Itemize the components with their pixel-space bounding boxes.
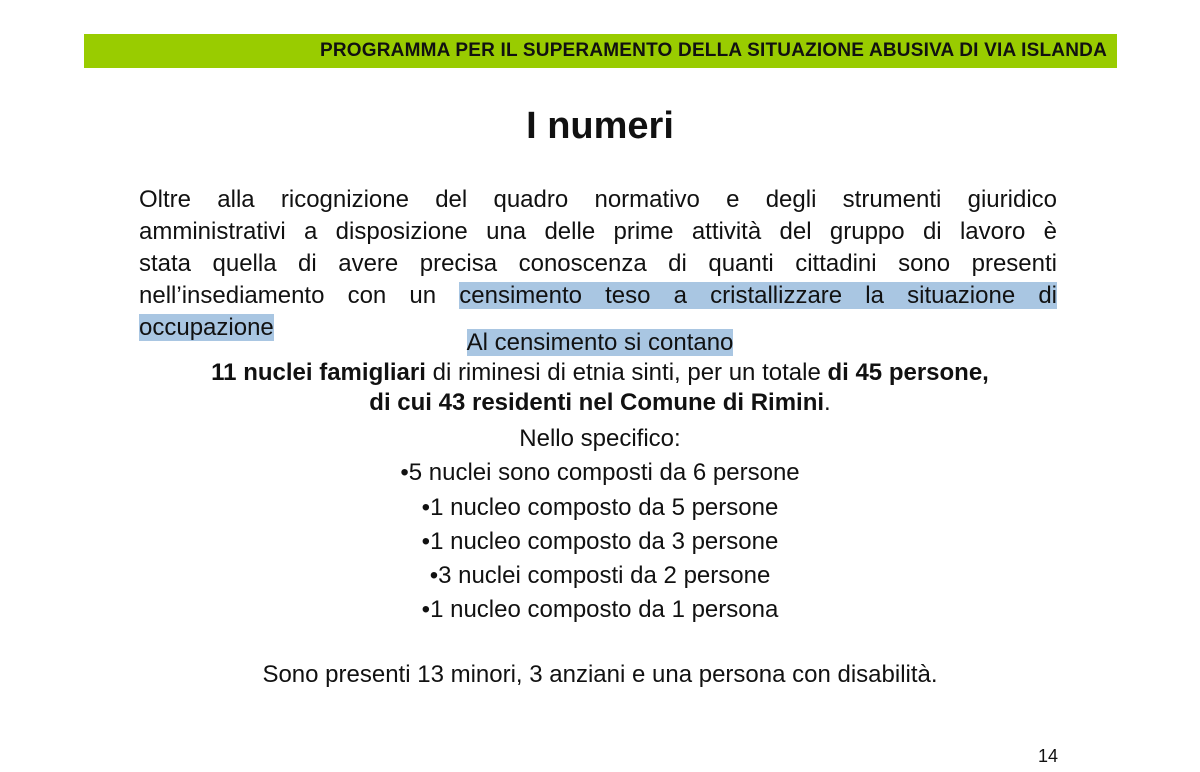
intro-line-1: Oltre alla ricognizione del quadro normativo e degli strumenti giuridico: [139, 186, 1057, 213]
list-item: •1 nucleo composto da 5 persone: [421, 493, 779, 521]
details-heading: Nello specifico:: [519, 425, 681, 452]
slide-title: I numeri: [526, 105, 674, 147]
census-heading-row: [0, 328, 1200, 358]
list-item: •5 nuclei sono composti da 6 persone: [400, 459, 800, 487]
census-line-2: [0, 388, 1200, 418]
census-period: .: [824, 389, 831, 416]
list-item: •3 nuclei composti da 2 persone: [429, 562, 771, 590]
census-description: di riminesi di etnia sinti, per un totale: [425, 359, 828, 386]
summary-text: Sono presenti 13 minori, 3 anziani e una persona con disabilità.: [262, 661, 938, 688]
list-item: •1 nucleo composto da 1 persona: [421, 596, 779, 624]
intro-line-3: stata quella di avere precisa conoscenza di quanti cittadini sono presenti: [139, 250, 1057, 277]
census-families: 11 nuclei famigliari: [211, 359, 426, 386]
intro-line-2: amministrativi a disposizione una delle prime attività del gruppo di lavoro è: [139, 218, 1057, 245]
list-item: •1 nucleo composto da 3 persone: [421, 527, 779, 555]
census-total: di 45 persone,: [827, 359, 989, 386]
intro-line-4-text: nell’insediamento con un: [139, 282, 460, 309]
census-residents: di cui 43 residenti nel Comune di Rimini: [369, 389, 825, 416]
header-title: PROGRAMMA PER IL SUPERAMENTO DELLA SITUAZIONE ABUSIVA DI VIA ISLANDA: [319, 40, 1107, 61]
census-block: [0, 328, 1200, 418]
intro-highlight-1: censimento teso a cristallizzare la situazione di: [459, 282, 1058, 309]
intro-line-4: [139, 280, 1057, 312]
census-heading: Al censimento si contano: [466, 329, 734, 356]
census-line-1: [0, 358, 1200, 388]
intro-highlight-2: occupazione: [139, 314, 274, 341]
intro-paragraph: [139, 184, 1057, 344]
header-bar: [84, 34, 1117, 68]
details-list: [0, 422, 1200, 628]
page-number: 14: [1037, 746, 1058, 766]
